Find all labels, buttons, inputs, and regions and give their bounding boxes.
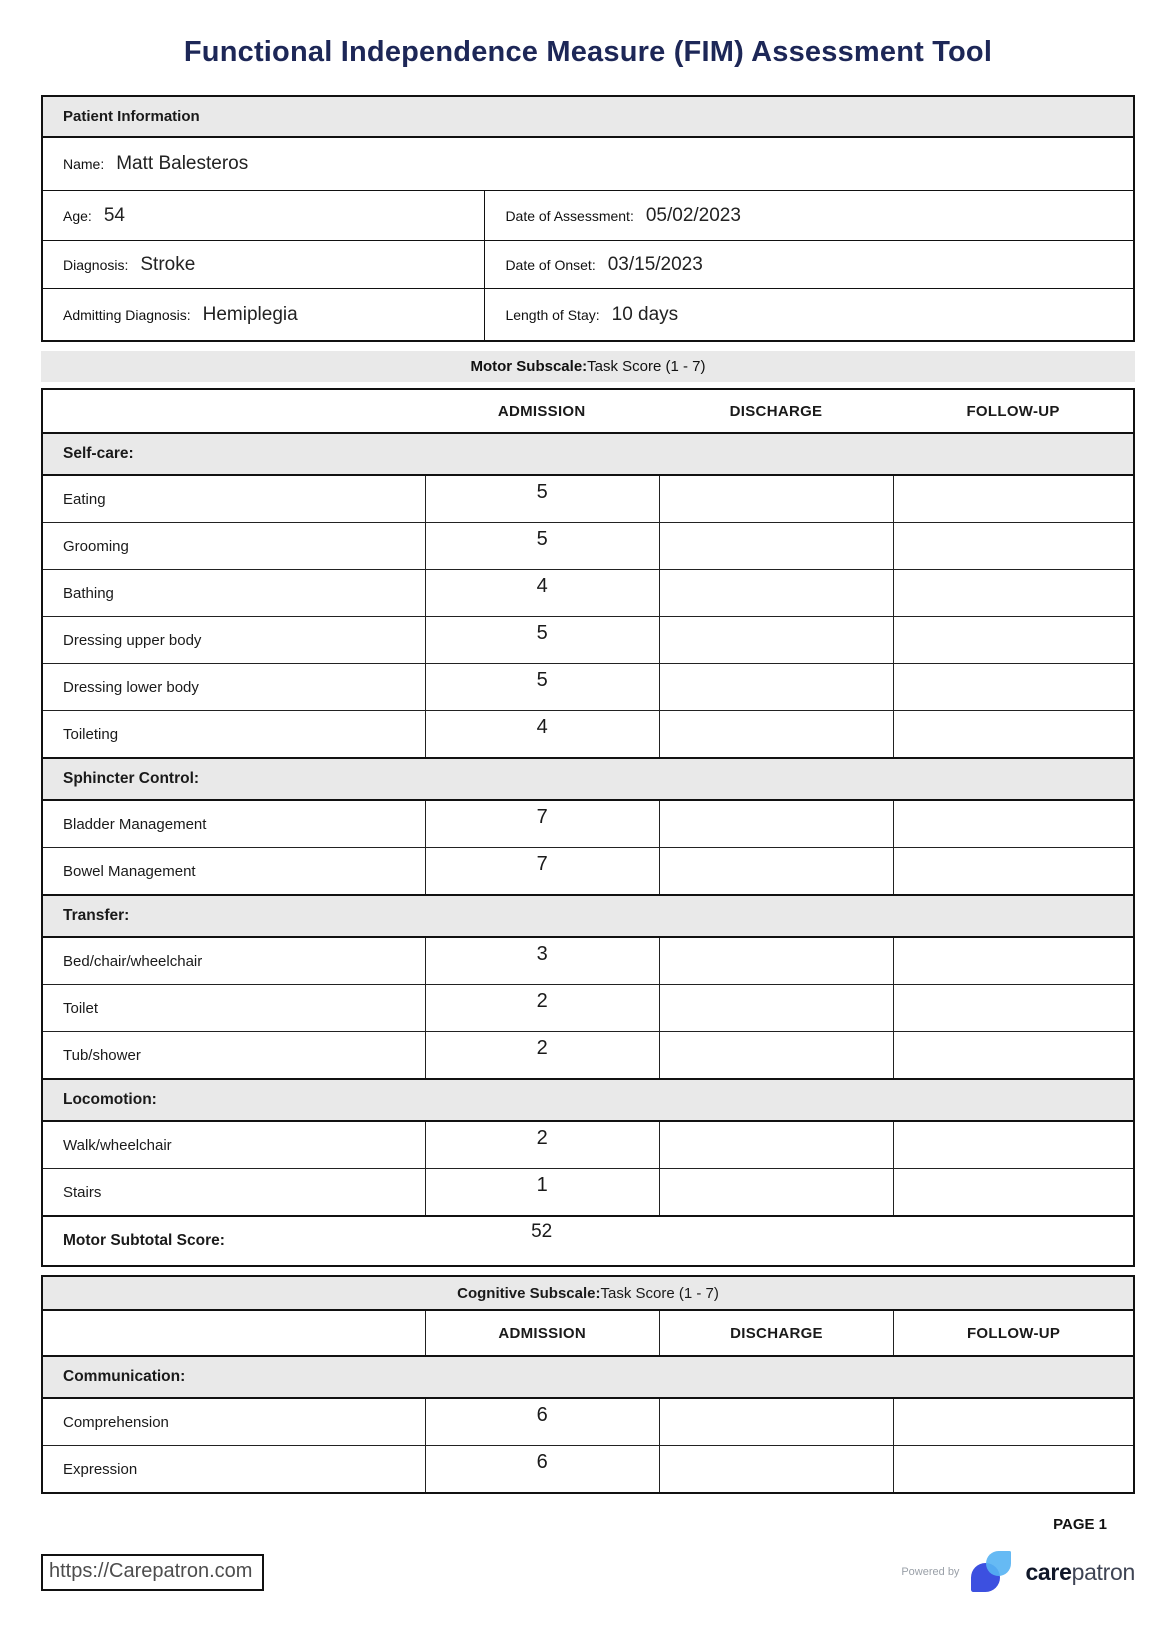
length-of-stay-label: Length of Stay:: [505, 306, 600, 323]
task-label: Dressing upper body: [63, 631, 202, 649]
follow-up-score-field[interactable]: [893, 801, 1133, 847]
age-field[interactable]: 54: [103, 204, 125, 226]
follow-up-score-field[interactable]: [893, 570, 1133, 616]
admission-score-field[interactable]: 2: [425, 1122, 659, 1168]
discharge-score-field[interactable]: [659, 711, 893, 757]
follow-up-score-field[interactable]: [893, 985, 1133, 1031]
discharge-score-field[interactable]: [659, 1122, 893, 1168]
motor-subscale-band-title: Motor Subscale:: [470, 358, 588, 375]
motor-subtotal-row: [43, 1217, 1133, 1265]
motor-score-table: [41, 388, 1135, 1267]
section-header-sphincter-control: Sphincter Control:: [43, 759, 1133, 801]
follow-up-score-field[interactable]: [893, 476, 1133, 522]
task-label: Bathing: [63, 584, 114, 602]
cognitive-subscale-band-title: Cognitive Subscale:: [457, 1284, 601, 1302]
admission-score-field[interactable]: 3: [425, 938, 659, 984]
motor-subtotal-label: Motor Subtotal Score:: [63, 1232, 225, 1249]
cognitive-score-table: [41, 1275, 1135, 1494]
page-title: Functional Independence Measure (FIM) Assessment Tool: [183, 36, 993, 68]
spacer-cell: [43, 1311, 425, 1355]
table-row-comprehension: [43, 1399, 1133, 1446]
follow-up-score-field[interactable]: [893, 664, 1133, 710]
follow-up-score-field[interactable]: [893, 711, 1133, 757]
discharge-score-field[interactable]: [659, 1399, 893, 1445]
admission-score-field[interactable]: 2: [425, 985, 659, 1031]
cognitive-subscale-band-subtitle: Task Score (1 - 7): [600, 1284, 719, 1302]
section-header-communication: Communication:: [43, 1357, 1133, 1399]
task-label: Comprehension: [63, 1413, 169, 1431]
admission-score-field[interactable]: 7: [425, 801, 659, 847]
admission-column-header: ADMISSION: [497, 402, 586, 420]
admission-score-field[interactable]: 5: [425, 664, 659, 710]
table-row-bed-chair-wheelchair: [43, 938, 1133, 985]
table-row-bowel: [43, 848, 1133, 896]
motor-subscale-band: [41, 351, 1135, 382]
motor-subtotal-admission-field[interactable]: 52: [531, 1221, 553, 1242]
motor-subtotal-follow-up-field[interactable]: [893, 1217, 1133, 1265]
table-row-dressing-upper: [43, 617, 1133, 664]
follow-up-score-field[interactable]: [893, 1399, 1133, 1445]
table-row-eating: [43, 476, 1133, 523]
admission-score-field[interactable]: 5: [425, 523, 659, 569]
discharge-score-field[interactable]: [659, 523, 893, 569]
section-header-locomotion: Locomotion:: [43, 1080, 1133, 1122]
carepatron-brand: [901, 1549, 1135, 1595]
discharge-column-header: DISCHARGE: [659, 1311, 893, 1355]
carepatron-wordmark: [1025, 1559, 1135, 1586]
onset-date-label: Date of Onset:: [505, 256, 596, 273]
follow-up-score-field[interactable]: [893, 617, 1133, 663]
task-label: Eating: [63, 490, 106, 508]
table-row-stairs: [43, 1169, 1133, 1217]
table-row-bathing: [43, 570, 1133, 617]
brand-care-text: care: [1025, 1558, 1072, 1585]
admission-score-field[interactable]: 1: [425, 1169, 659, 1215]
onset-date-cell: [484, 241, 1133, 288]
name-label: Name:: [63, 156, 105, 172]
discharge-score-field[interactable]: [659, 938, 893, 984]
motor-subtotal-discharge-field[interactable]: [659, 1217, 893, 1265]
age-assessment-row: [43, 190, 1133, 240]
section-header-self-care: Self-care:: [43, 434, 1133, 476]
cognitive-column-header-row: [43, 1311, 1133, 1357]
footer: [41, 1549, 1135, 1595]
diagnosis-field[interactable]: Stroke: [140, 253, 196, 275]
follow-up-score-field[interactable]: [893, 1169, 1133, 1215]
follow-up-score-field[interactable]: [893, 523, 1133, 569]
admission-score-field[interactable]: 2: [425, 1032, 659, 1078]
task-label: Tub/shower: [63, 1046, 141, 1064]
task-label: Dressing lower body: [63, 678, 199, 696]
assessment-date-label: Date of Assessment:: [505, 207, 634, 224]
name-cell: [43, 138, 1133, 190]
page-number: PAGE 1: [1053, 1516, 1107, 1533]
assessment-date-cell: [484, 191, 1133, 240]
discharge-score-field[interactable]: [659, 570, 893, 616]
follow-up-score-field[interactable]: [893, 848, 1133, 894]
discharge-score-field[interactable]: [659, 476, 893, 522]
spacer-cell: [43, 390, 425, 432]
task-label: Toileting: [63, 725, 119, 743]
table-row-dressing-lower: [43, 664, 1133, 711]
table-row-bladder: [43, 801, 1133, 848]
table-row-toilet: [43, 985, 1133, 1032]
follow-up-score-field[interactable]: [893, 1032, 1133, 1078]
task-label: Bed/chair/wheelchair: [63, 952, 203, 970]
discharge-score-field[interactable]: [659, 985, 893, 1031]
discharge-column-header: DISCHARGE: [729, 402, 823, 420]
table-row-walk-wheelchair: [43, 1122, 1133, 1169]
admission-score-field[interactable]: 5: [425, 476, 659, 522]
task-label: Bladder Management: [63, 815, 207, 833]
discharge-score-field[interactable]: [659, 1032, 893, 1078]
discharge-score-field[interactable]: [659, 801, 893, 847]
table-row-expression: [43, 1446, 1133, 1492]
admission-score-field[interactable]: 4: [425, 570, 659, 616]
onset-date-field[interactable]: 03/15/2023: [607, 253, 703, 275]
admission-column-header: ADMISSION: [425, 1311, 659, 1355]
motor-subscale-band-subtitle: Task Score (1 - 7): [587, 358, 706, 375]
discharge-score-field[interactable]: [659, 617, 893, 663]
table-row-toileting: [43, 711, 1133, 759]
section-header-transfer: Transfer:: [43, 896, 1133, 938]
discharge-score-field[interactable]: [659, 1446, 893, 1492]
admitting-diagnosis-cell: [43, 289, 484, 340]
admitting-stay-row: [43, 288, 1133, 340]
admission-score-field[interactable]: 4: [425, 711, 659, 757]
follow-up-column-header: FOLLOW-UP: [966, 402, 1060, 420]
admission-score-field[interactable]: 5: [425, 617, 659, 663]
motor-column-header-row: [43, 390, 1133, 434]
cognitive-subscale-band: [43, 1277, 1133, 1311]
age-cell: [43, 191, 484, 240]
age-label: Age:: [63, 207, 92, 224]
admission-score-field[interactable]: 6: [425, 1446, 659, 1492]
task-label: Toilet: [63, 999, 99, 1017]
task-label: Grooming: [63, 537, 129, 555]
diagnosis-label: Diagnosis:: [63, 256, 129, 273]
admitting-diagnosis-field[interactable]: Hemiplegia: [202, 303, 298, 325]
follow-up-score-field[interactable]: [893, 1446, 1133, 1492]
admitting-diagnosis-label: Admitting Diagnosis:: [63, 306, 191, 323]
follow-up-score-field[interactable]: [893, 938, 1133, 984]
follow-up-column-header: FOLLOW-UP: [893, 1311, 1133, 1355]
diagnosis-cell: [43, 241, 484, 288]
logo-bubble-light-icon: [986, 1551, 1011, 1576]
discharge-score-field[interactable]: [659, 1169, 893, 1215]
diagnosis-onset-row: [43, 240, 1133, 288]
task-label: Bowel Management: [63, 862, 196, 880]
carepatron-logo-icon: [971, 1549, 1013, 1595]
patient-info-header: Patient Information: [43, 97, 1133, 138]
patient-info-table: [41, 95, 1135, 342]
patient-name-row: [43, 138, 1133, 190]
discharge-score-field[interactable]: [659, 848, 893, 894]
task-label: Expression: [63, 1460, 138, 1478]
task-label: Walk/wheelchair: [63, 1136, 172, 1154]
discharge-score-field[interactable]: [659, 664, 893, 710]
brand-patron-text: patron: [1071, 1558, 1135, 1585]
name-field[interactable]: Matt Balesteros: [116, 153, 249, 174]
follow-up-score-field[interactable]: [893, 1122, 1133, 1168]
table-row-tub-shower: [43, 1032, 1133, 1080]
carepatron-url-link[interactable]: https://Carepatron.com: [41, 1554, 264, 1591]
admission-score-field[interactable]: 6: [425, 1399, 659, 1445]
admission-score-field[interactable]: 7: [425, 848, 659, 894]
length-of-stay-cell: [484, 289, 1133, 340]
powered-by-label: Powered by: [901, 1566, 960, 1578]
task-label: Stairs: [63, 1183, 102, 1201]
table-row-grooming: [43, 523, 1133, 570]
assessment-date-field[interactable]: 05/02/2023: [645, 204, 741, 226]
length-of-stay-field[interactable]: 10 days: [611, 303, 679, 325]
